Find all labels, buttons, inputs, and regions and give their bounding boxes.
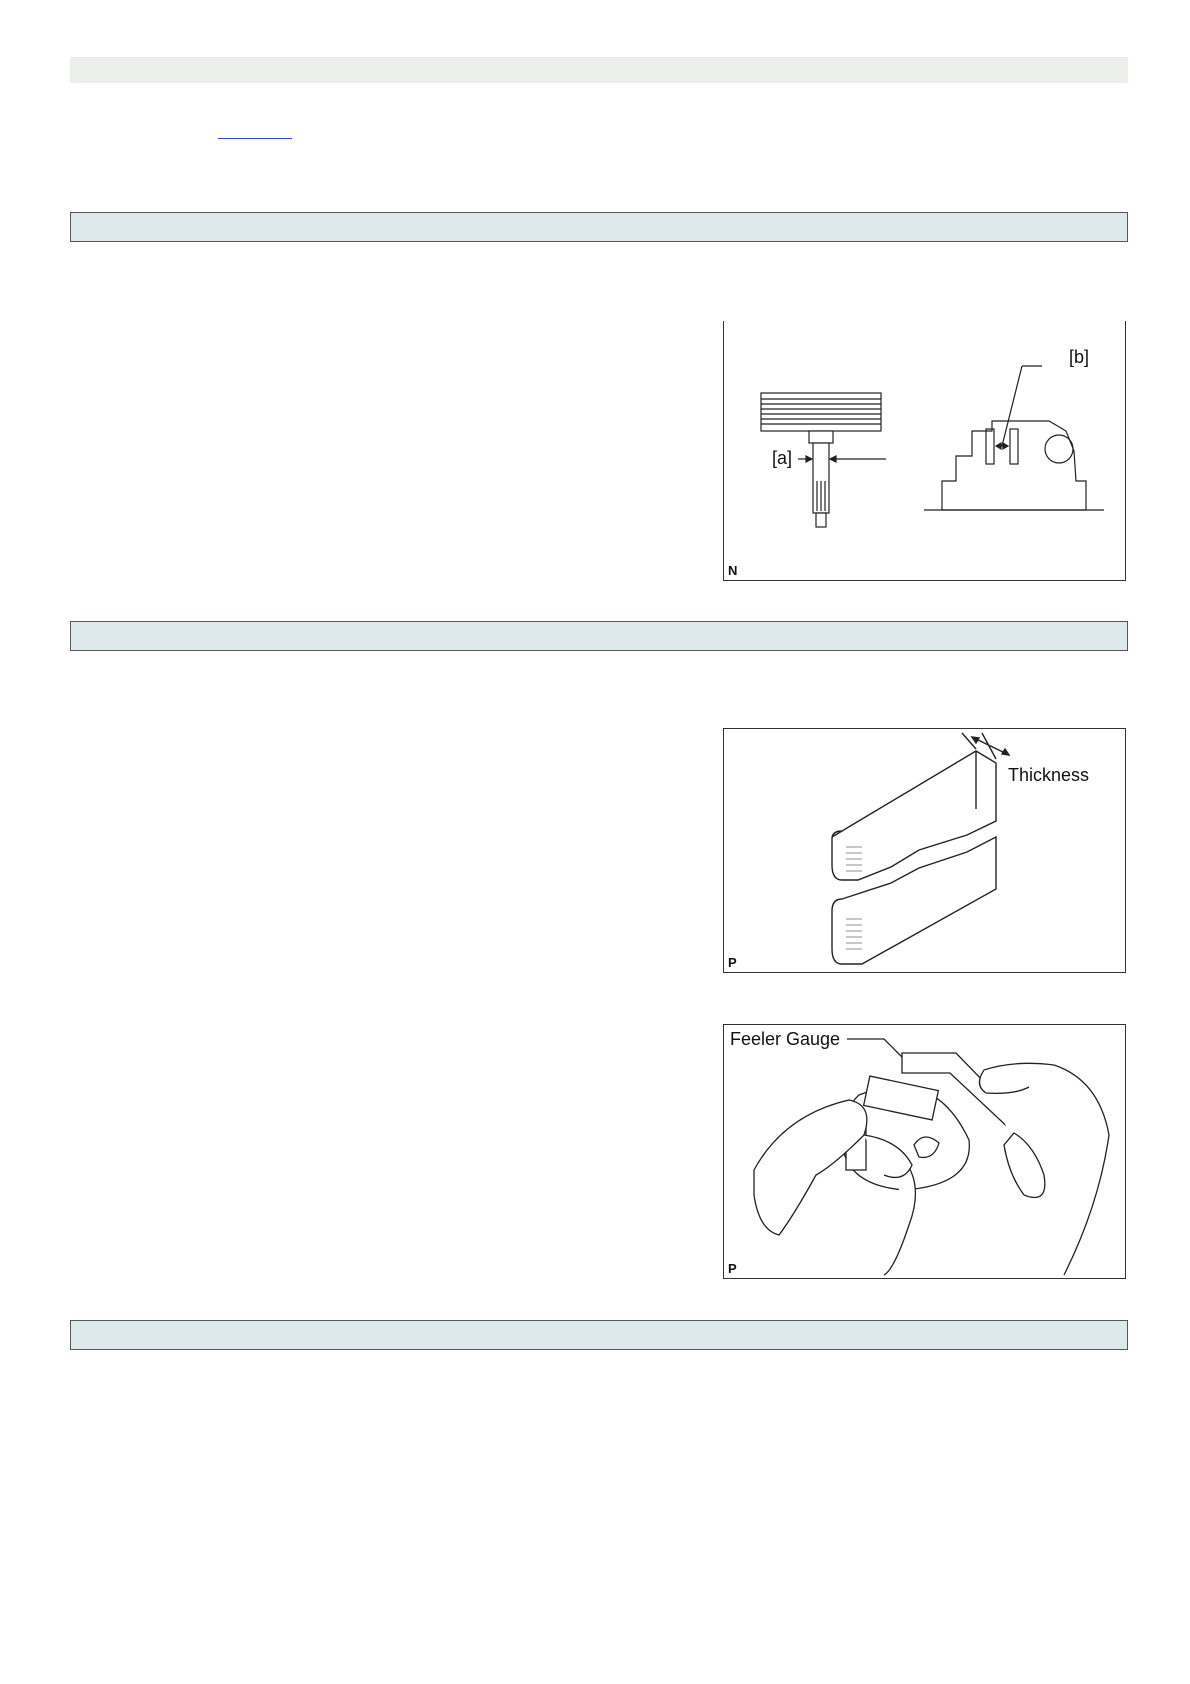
callout-b: [b] xyxy=(1069,347,1090,367)
feeler-gauge-drawing xyxy=(724,1025,1127,1280)
section-heading-2 xyxy=(70,621,1128,651)
callout-a: [a] xyxy=(772,448,793,468)
reference-link[interactable] xyxy=(218,124,292,139)
figure-letter: N xyxy=(728,563,738,578)
top-header-bar xyxy=(70,57,1128,83)
shaft-housing-illustration xyxy=(723,321,1126,581)
thickness-callout: Thickness xyxy=(1008,765,1090,785)
figure-letter: P xyxy=(728,955,737,970)
section-heading-1 xyxy=(70,212,1128,242)
shaft-housing-drawing xyxy=(724,321,1127,581)
section-heading-3 xyxy=(70,1320,1128,1350)
thickness-illustration xyxy=(723,728,1126,973)
figure-letter: P xyxy=(728,1261,737,1276)
thickness-drawing xyxy=(724,729,1127,974)
feeler-gauge-callout: Feeler Gauge xyxy=(730,1029,841,1049)
feeler-gauge-illustration xyxy=(723,1024,1126,1279)
